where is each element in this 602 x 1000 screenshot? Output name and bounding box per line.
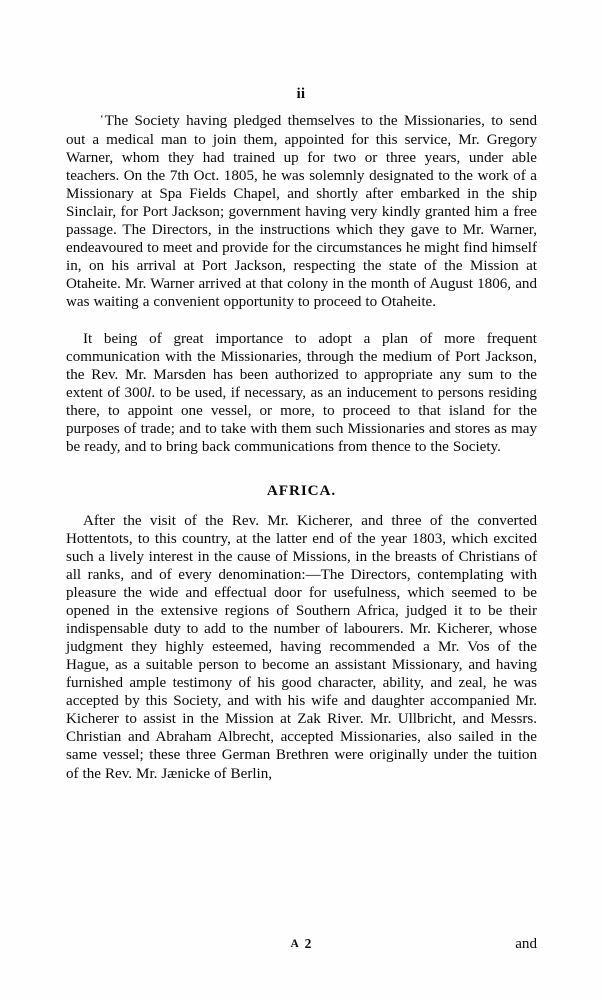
page-number: ii <box>296 86 306 102</box>
page-footer <box>66 936 537 956</box>
pounds-abbreviation: l <box>147 384 152 401</box>
signature-mark-letter: A <box>290 938 300 950</box>
signature-mark <box>66 936 537 952</box>
text-block <box>66 112 537 783</box>
section-heading-africa: AFRICA. <box>266 481 337 499</box>
signature-mark-number: 2 <box>304 936 313 951</box>
catchword: and <box>515 936 537 952</box>
paragraph-text-before-sum: It being of great importance to adopt a plan of more frequent communication with the Missionaries, through the medium of Port Jackson, the Rev. Mr. Marsden has been authorized to appropriate any sum to the extent of <box>66 330 537 401</box>
paragraph-missionary-surgeon <box>66 112 537 312</box>
paragraph-africa-mission: After the visit of the Rev. Mr. Kicherer, and three of the converted Hottentots, to this country, at the latter end of the year 1803, which excited such a lively interest in the cause of Missions, in the breasts of Christians of all ranks, and of every denomination:—The Directors, contemplating with pleasure the wide and effectual door for usefulness, which seemed to be opened in the extensive regions of Southern Africa, judged it to be their indispensable duty to add to the number of labourers. Mr. Kicherer, whose judgment they highly esteemed, having recommended a Mr. Vos of the Hague, as a suitable person to become an assistant Missionary, and having furnished ample testimony of his good character, ability, and zeal, he was accepted by this Society, and with his wife and daughter accompanied Mr. Kicherer to assist in the Mission at Zak River. Mr. Ullbricht, and Messrs. Christian and Abraham Albrecht, accepted Missionaries, also sailed in the same vessel; these three German Brethren were originally under the tuition of the Rev. Mr. Jænicke of Berlin, <box>66 512 537 782</box>
sum-amount: 300 <box>124 384 148 401</box>
paragraph-port-jackson-communication <box>66 330 537 456</box>
paragraph-text: The Society having pledged themselves to the Missionaries, to send out a medical man to join them, appointed for this service, Mr. Gregory Warner, whom they had trained up for two or three years, under able teachers. On the 7th Oct. 1805, he was solemnly designated to the work of a Missionary at Spa Fields Chapel, and shortly after embarked in the ship Sinclair, for Port Jackson; government having very kindly granted him a free passage. The Directors, in the instructions which they gave to Mr. Warner, endeavoured to meet and provide for the circumstances he might find himself in, on his arrival at Port Jackson, respecting the state of the Mission at Otaheite. Mr. Warner arrived at that colony in the month of August 1806, and was waiting a convenient opportunity to proceed to Otaheite. <box>66 113 537 311</box>
opening-quote-mark: ‘ <box>100 113 104 125</box>
paragraph-text-after-sum: . to be used, if necessary, as an inducement to persons residing there, to appoint one vessel, or more, to proceed to that island for the purposes of trade; and to take with them such Missionaries and stores as may be ready, and to bring back communications from thence to the Society. <box>66 384 537 455</box>
